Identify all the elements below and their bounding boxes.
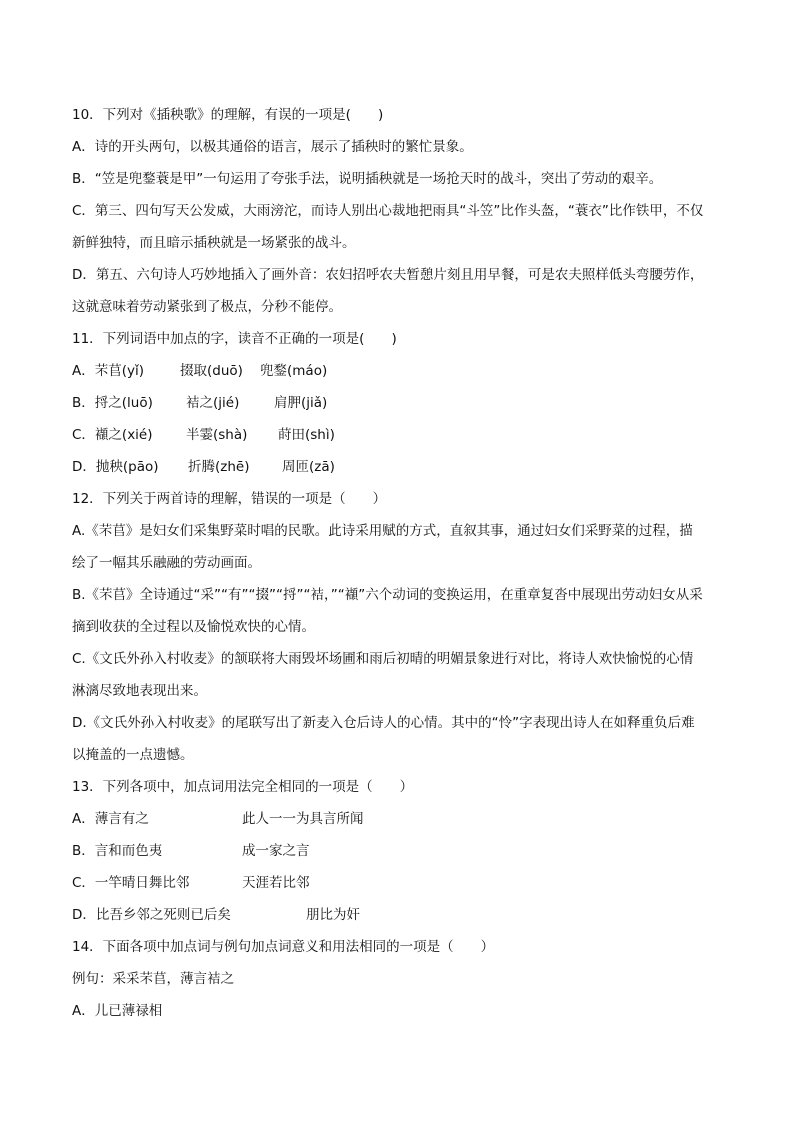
q11-a-item-3: 兜鍪(máo) (260, 363, 328, 379)
q13-b-item-2: 成一家之言 (242, 843, 310, 859)
q12-option-a-line2: 绘了一幅其乐融融的劳动画面。 (72, 555, 261, 571)
q13-stem: 13．下列各项中，加点词用法完全相同的一项是（ ） (72, 779, 414, 795)
q11-b-item-1: B．捋之(luō) (72, 395, 153, 411)
q10-option-c-line1: C．第三、四句写天公发威，大雨滂沱，而诗人别出心裁地把雨具“斗笠”比作头盔，“蓑衣”比作铁甲，不仅 (72, 203, 704, 219)
q12-option-b-line2: 摘到收获的全过程以及愉悦欢快的心情。 (72, 619, 315, 635)
q12-option-c-line1: C.《文氏外孙入村收麦》的颔联将大雨毁坏场圃和雨后初晴的明媚景象进行对比，将诗人欢快愉悦的心情 (72, 651, 694, 667)
q14-example: 例句：采采芣苢，薄言袺之 (72, 971, 234, 987)
q13-d-item-1: D．比吾乡邻之死则已后矣 (72, 907, 231, 923)
q13-a-item-1: A．薄言有之 (72, 811, 149, 827)
q11-c-item-3: 莳田(shì) (278, 427, 335, 443)
q11-c-item-2: 半霎(shà) (186, 427, 248, 443)
q12-option-d-line2: 以掩盖的一点遗憾。 (72, 747, 194, 763)
q11-d-item-3: 周匝(zā) (282, 459, 335, 475)
q12-option-c-line2: 淋漓尽致地表现出来。 (72, 683, 207, 699)
q13-d-item-2: 朋比为奸 (306, 907, 360, 923)
q10-stem: 10．下列对《插秧歌》的理解，有误的一项是( ) (72, 107, 384, 123)
q10-option-b: B．“笠是兜鍪蓑是甲”一句运用了夸张手法，说明插秧就是一场抢天时的战斗，突出了劳动的艰辛。 (72, 171, 663, 187)
q11-d-item-2: 折腾(zhē) (188, 459, 250, 475)
q10-option-d-line2: 这就意味着劳动紧张到了极点，分秒不能停。 (72, 299, 342, 315)
q13-a-item-2: 此人一一为具言所闻 (242, 811, 364, 827)
q11-c-item-1: C．襭之(xié) (72, 427, 153, 443)
q11-a-item-1: A．芣苢(yǐ) (72, 363, 145, 379)
q12-stem: 12．下列关于两首诗的理解，错误的一项是（ ） (72, 491, 387, 507)
q13-c-item-1: C．一竿晴日舞比邻 (72, 875, 190, 891)
q11-stem: 11．下列词语中加点的字，读音不正确的一项是( ) (72, 331, 397, 347)
q11-a-item-2: 掇取(duō) (180, 363, 243, 379)
q10-option-d-line1: D．第五、六句诗人巧妙地插入了画外音：农妇招呼农夫暂憩片刻且用早餐，可是农夫照样低头弯腰劳作， (72, 267, 704, 283)
q14-stem: 14．下面各项中加点词与例句加点词意义和用法相同的一项是（ ） (72, 939, 495, 955)
q10-option-c-line2: 新鲜独特，而且暗示插秧就是一场紧张的战斗。 (72, 235, 356, 251)
q14-option-a: A．儿已薄禄相 (72, 1003, 163, 1019)
q13-c-item-2: 天涯若比邻 (242, 875, 310, 891)
q11-b-item-3: 肩胛(jiǎ) (274, 395, 328, 411)
q10-option-a: A．诗的开头两句，以极其通俗的语言，展示了插秧时的繁忙景象。 (72, 139, 473, 155)
q12-option-b-line1: B.《芣苢》全诗通过“采”“有”“掇”“捋”“袺，”“襭”六个动词的变换运用，在重章复沓中展现出劳动妇女从采 (72, 587, 703, 603)
q11-d-item-1: D．抛秧(pāo) (72, 459, 159, 475)
q12-option-d-line1: D.《文氏外孙入村收麦》的尾联写出了新麦入仓后诗人的心情。其中的“怜”字表现出诗人在如释重负后难 (72, 715, 695, 731)
q11-b-item-2: 袺之(jié) (186, 395, 240, 411)
q13-b-item-1: B．言和而色夷 (72, 843, 163, 859)
q12-option-a-line1: A.《芣苢》是妇女们采集野菜时唱的民歌。此诗采用赋的方式，直叙其事，通过妇女们采野菜的过程，描 (72, 523, 693, 539)
